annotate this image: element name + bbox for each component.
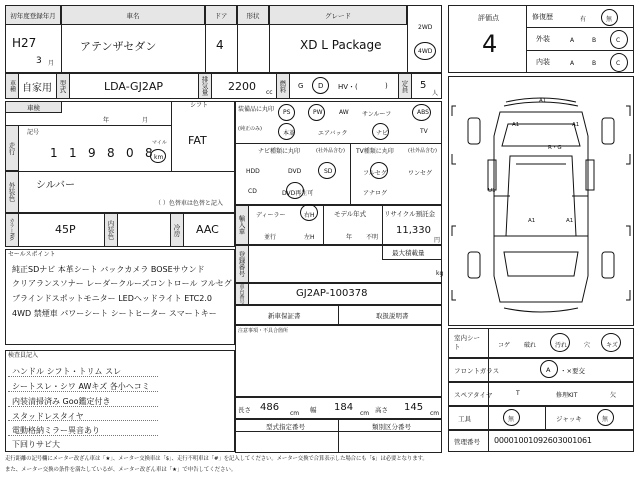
equip-sunroof: サンルーフ: [362, 111, 392, 118]
mileage-digit: 8: [107, 146, 115, 160]
displacement-label: 排気量: [198, 73, 212, 99]
grade-label: グレード: [269, 5, 407, 25]
load-label: 最大積載量: [392, 249, 425, 257]
nav-sd-circle: [318, 162, 336, 179]
management-label: 管理番号: [454, 438, 480, 446]
displacement-value: 2200: [228, 80, 256, 93]
repair-no-circle: [601, 9, 618, 26]
notes-label: 注意事項・不具合箇所: [238, 328, 289, 334]
int-c: C: [616, 60, 621, 67]
exterior-color: シルバー: [36, 180, 76, 191]
model-year-unit: 年: [346, 234, 353, 241]
inspector-line: 下回りサビ大: [12, 440, 60, 449]
nav-type-label: ナビ種類に丸印: [258, 148, 301, 155]
tv-oneseg: ワンセグ: [408, 170, 433, 177]
import-parallel: 並行: [264, 234, 277, 241]
use-label: 車種: [5, 73, 19, 99]
nav-dvd-play-circle: [286, 182, 304, 199]
doors-label: ドア: [205, 5, 237, 25]
color-no-label: カラーNo.: [5, 213, 19, 247]
nav-type-sub: (社外品含む): [316, 148, 345, 154]
steering-right-circle: [300, 204, 318, 221]
doors-value: 4: [216, 38, 224, 52]
nav-dvd: DVD: [288, 168, 302, 175]
inspection-block: [5, 101, 235, 213]
int-a: A: [570, 60, 575, 67]
seat-scratch: キズ: [606, 342, 618, 349]
tv-analog: アナログ: [363, 190, 388, 197]
width-value: 184: [334, 402, 354, 413]
month-unit: 月: [48, 60, 55, 67]
mileage-digits-label: 記号: [27, 129, 40, 136]
grade-value: XD L Package: [300, 38, 382, 52]
mileage-unit-km: km: [154, 154, 164, 161]
height-label: 高さ: [375, 406, 388, 414]
drive-4wd: 4WD: [418, 48, 433, 55]
repair-label: 修復歴: [532, 13, 553, 21]
equip-leather-circle: [278, 123, 295, 140]
inspection-month: 月: [142, 117, 149, 124]
model-label: 型式: [56, 73, 70, 99]
footer-note-1: 走行距離の記号欄にメーター改ざん車は「★」、メーター交換車は「$」、走行不明車は「#」を記入してください。メーター交換で合算表示した場合にも「$」は必要となります。: [5, 456, 428, 462]
equip-aw: AW: [339, 109, 349, 116]
reg-number-label: 登録番号: [235, 245, 249, 283]
seat-burn: コゲ: [498, 342, 511, 349]
equip-pw: PW: [313, 109, 323, 116]
length-value: 486: [260, 402, 280, 413]
first-reg-year: H27: [12, 36, 37, 50]
seat-label: 室内シート: [454, 334, 480, 351]
score-label: 評価点: [478, 14, 499, 22]
mileage-km-circle: [150, 149, 166, 163]
inspector-line: ハンドル シフト・トリム スレ: [12, 367, 122, 376]
model-year-unknown: 不明: [366, 234, 379, 241]
sales-points-label: セールスポイント: [8, 251, 56, 258]
mileage-digit: 1: [50, 146, 58, 160]
use-value: 自家用: [22, 83, 52, 94]
inspector-line: スタッドレスタイヤ: [12, 412, 84, 421]
chassis-value: GJ2AP-100378: [296, 288, 368, 299]
sales-line: 純正SDナビ 本革シート バックカメラ BOSEサウンド: [12, 265, 205, 274]
diagram-label: A1: [528, 218, 536, 224]
tv-fullseg: フルセグ: [363, 170, 387, 177]
repair-no: 無: [606, 16, 613, 23]
length-unit: cm: [290, 410, 300, 417]
inspector-line: シートスレ・シワ AWキズ 各小ヘコミ: [12, 382, 150, 391]
recycle-value: 11,330: [396, 225, 431, 236]
inspection-year: 年: [103, 117, 110, 124]
mileage-digit: 1: [69, 146, 77, 160]
nav-hdd: HDD: [246, 168, 260, 175]
jack-label: ジャッキ: [556, 415, 582, 423]
height-value: 145: [404, 402, 424, 413]
mileage-digit: 9: [88, 146, 96, 160]
drive-2wd: 2WD: [418, 24, 433, 31]
steering-right: 右H: [304, 212, 315, 219]
fuel-d-circle: [312, 77, 329, 94]
equip-tv: TV: [420, 128, 428, 135]
inspection-label: 車検: [5, 101, 62, 113]
car-name-label: 車名: [61, 5, 205, 25]
first-reg-month: 3: [36, 56, 42, 66]
diagram-label: R・G: [548, 145, 562, 151]
nav-sd: SD: [324, 168, 333, 175]
tv-fullseg-circle: [370, 162, 388, 179]
registration-row: [5, 73, 442, 99]
equip-ps-circle: [278, 104, 295, 121]
ext-c-circle: [610, 30, 628, 49]
chassis-label: 車台番号: [235, 283, 249, 305]
seat-dirt: 汚れ: [555, 342, 568, 349]
equip-abs: ABS: [417, 109, 429, 116]
equip-airbag: エアバック: [318, 130, 348, 137]
model-value: LDA-GJ2AP: [104, 80, 163, 93]
shift-value: FAT: [188, 134, 207, 147]
glass-a-circle: [540, 360, 558, 378]
interior-grade-label: 内装: [536, 58, 550, 66]
first-reg-label: 初年度登録年月: [5, 5, 61, 25]
int-b: B: [592, 60, 597, 67]
sales-line: クリアランスソナー レーダークルーズコントロール フルセグ: [12, 279, 232, 288]
tools-value: 無: [508, 416, 515, 423]
exterior-grade-label: 外装: [536, 35, 550, 43]
nav-dvd-play: DVD再生可: [282, 190, 314, 197]
owner-manual: 取扱説明書: [376, 312, 409, 320]
capacity-value: 5: [420, 80, 427, 91]
height-unit: cm: [430, 410, 440, 417]
displacement-unit: cc: [266, 89, 273, 96]
drive-4wd-circle: [414, 42, 436, 60]
tv-type-sub: (社外品含む): [408, 148, 437, 154]
model-year-label: モデル年式: [334, 210, 367, 218]
seat-hole: 穴: [584, 342, 591, 349]
equip-abs-circle: [412, 104, 431, 121]
type-number-label: 型式指定番号: [266, 423, 305, 431]
ac-value: AAC: [196, 223, 219, 236]
exterior-label: 外装色: [5, 171, 19, 213]
steering-left: 左H: [304, 234, 315, 241]
repair-yes: 有: [580, 16, 587, 23]
equip-leather: 本革: [283, 130, 296, 137]
mileage-label: 走行: [5, 125, 19, 171]
ext-b: B: [592, 37, 597, 44]
nav-cd: CD: [248, 188, 257, 195]
jack-none-circle: [597, 409, 614, 426]
diagram-label: A1: [572, 122, 580, 128]
recycle-unit: 円: [434, 237, 441, 244]
tv-type-label: TV種類に丸印: [356, 148, 394, 155]
color-no-value: 45P: [55, 223, 76, 236]
equipment-label: 装備品に丸印: [238, 106, 275, 113]
spare-label: スペアタイヤ: [454, 391, 493, 399]
fuel-g: G: [298, 82, 304, 90]
shape-label: 形状: [237, 5, 269, 25]
sales-line: ブラインドスポットモニター LEDヘッドライト ETC2.0: [12, 294, 212, 303]
equip-ps: PS: [283, 109, 291, 116]
capacity-unit: 人: [432, 90, 439, 97]
car-diagram: [448, 76, 634, 326]
width-label: 幅: [310, 406, 317, 414]
exterior-note: （ ）色替車は色替と記入: [155, 200, 223, 207]
load-unit: kg: [436, 270, 444, 277]
fuel-d: D: [318, 82, 324, 90]
mileage-digit: 8: [145, 146, 153, 160]
tools-none-circle: [503, 409, 520, 426]
equip-pw-circle: [308, 104, 325, 121]
class-number-label: 類別区分番号: [372, 423, 411, 431]
diagram-label: A1: [512, 122, 520, 128]
seat-dirt-circle: [550, 333, 570, 352]
car-name: アテンザセダン: [80, 40, 157, 53]
glass-rest: ・×要交: [560, 367, 585, 375]
diagram-label: U1: [488, 188, 496, 194]
new-car-warranty: 新車保証書: [268, 312, 301, 320]
mileage-digit: 0: [126, 146, 134, 160]
ext-a: A: [570, 37, 575, 44]
score-value: 4: [482, 30, 498, 58]
mileage-unit-mile: マイル: [152, 140, 167, 146]
equip-nav: ナビ: [376, 130, 389, 137]
glass-label: フロントガラス: [454, 367, 500, 375]
spare-none: 欠: [610, 392, 617, 399]
length-label: 長さ: [238, 406, 251, 414]
footer-note-2: また、メーター交換の条件を満たしているが、メーター改ざん車は「★」で申告してください。: [5, 467, 237, 473]
import-label: 輸入車: [235, 205, 249, 245]
spare-t: T: [516, 390, 520, 397]
fuel-label: 燃料: [276, 73, 290, 99]
equipment-sub: (純正のみ): [238, 126, 262, 132]
shift-label: シフト: [190, 102, 209, 109]
fuel-hv: HV・(: [338, 83, 358, 91]
equip-nav-circle: [372, 123, 389, 140]
diagram-label: A1: [566, 218, 574, 224]
sales-line: 4WD 禁煙車 パワーシート シートヒーター スマートキー: [12, 309, 217, 318]
spare-kit: 修理KIT: [556, 392, 578, 399]
import-dealer: ディーラー: [256, 212, 286, 219]
recycle-label: リサイクル預託金: [384, 210, 436, 218]
seat-scratch-circle: [601, 333, 621, 352]
interior-color-label: 内装色: [104, 213, 118, 247]
tools-label: 工具: [458, 415, 471, 423]
inspector-label: 検査員記入: [8, 352, 39, 359]
diagram-label: A1: [539, 98, 547, 104]
width-unit: cm: [360, 410, 370, 417]
inspector-line: 内装清掃済み Goo鑑定付き: [12, 397, 111, 406]
int-c-circle: [610, 53, 628, 72]
inspector-line: 電動格納ミラー異音あり: [12, 426, 100, 435]
ext-c: C: [616, 37, 621, 44]
ac-label: 冷房: [170, 213, 184, 247]
fuel-hv-close: ): [385, 82, 388, 90]
capacity-label: 定員: [398, 73, 412, 99]
glass-value: A: [546, 366, 551, 374]
notes-box: [235, 325, 442, 397]
management-value: 0000100109260300106​1: [494, 436, 592, 445]
seat-tear: 破れ: [524, 342, 537, 349]
jack-value: 無: [602, 416, 609, 423]
